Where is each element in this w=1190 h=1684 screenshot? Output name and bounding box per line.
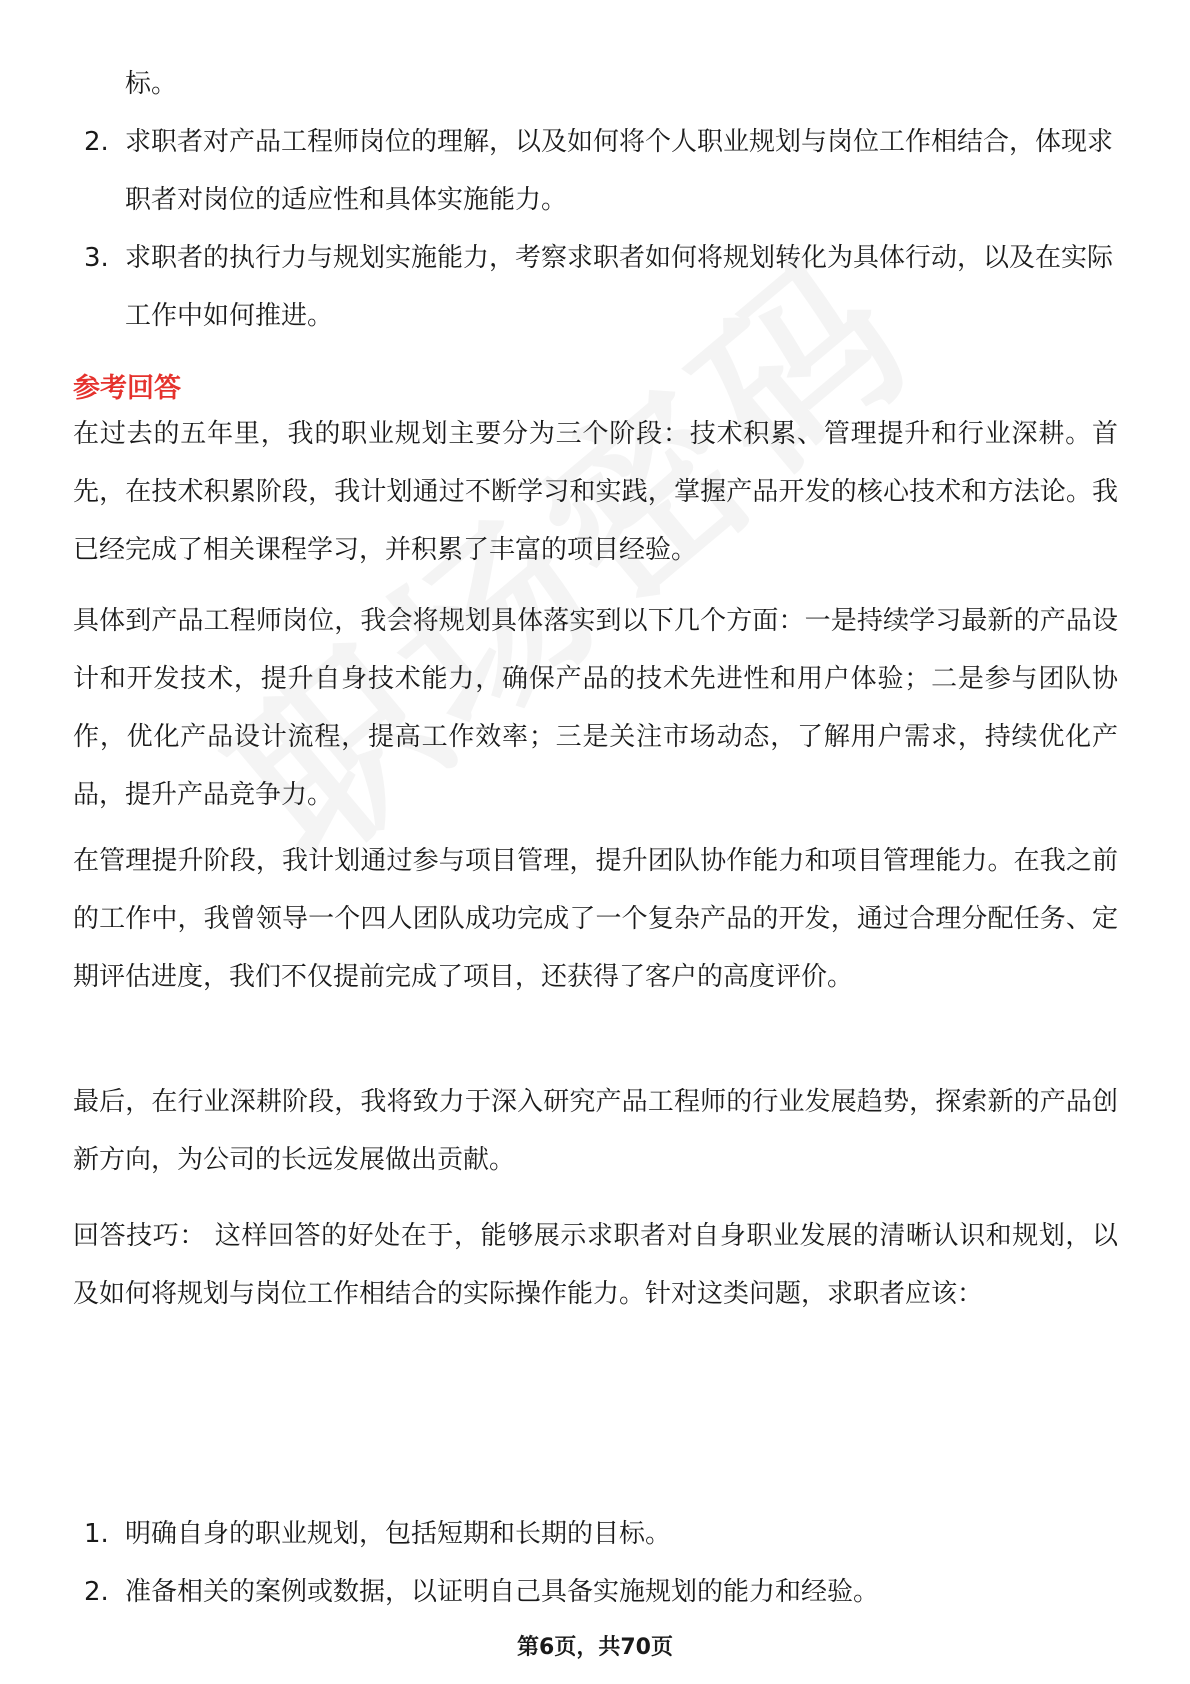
list-item (0, 1505, 1190, 1563)
list-item (0, 1563, 1190, 1621)
list-item-number: 2. (84, 1577, 109, 1607)
list-item (0, 229, 1190, 345)
paragraph-2: 具体到产品工程师岗位，我会将规划具体落实到以下几个方面：一是持续学习最新的产品设计和开发技术，提升自身技术能力，确保产品的技术先进性和用户体验；二是参与团队协作，优化产品设计流程，提高工作效率；三是关注市场动态，了解用户需求，持续优化产品，提升产品竞争力。 (73, 606, 1118, 810)
list-item-number: 2. (84, 127, 109, 157)
paragraph-1: 在过去的五年里，我的职业规划主要分为三个阶段：技术积累、管理提升和行业深耕。首先，在技术积累阶段，我计划通过不断学习和实践，掌握产品开发的核心技术和方法论。我已经完成了相关课程学习，并积累了丰富的项目经验。 (73, 419, 1118, 565)
list-item (0, 113, 1190, 229)
section-heading: 参考回答 (73, 373, 181, 404)
page-number: 第6页，共70页 (517, 1635, 673, 1660)
bottom-numbered-list (0, 1505, 1190, 1621)
list-item-text: 求职者对产品工程师岗位的理解，以及如何将个人职业规划与岗位工作相结合，体现求职者对岗位的适应性和具体实施能力。 (125, 127, 1114, 215)
list-item-continuation (0, 55, 1190, 113)
answer-tips-paragraph: 回答技巧： 这样回答的好处在于，能够展示求职者对自身职业发展的清晰认识和规划，以及如何将规划与岗位工作相结合的实际操作能力。针对这类问题，求职者应该： (73, 1221, 1118, 1309)
list-item-text: 准备相关的案例或数据，以证明自己具备实施规划的能力和经验。 (125, 1577, 880, 1607)
paragraph-3: 在管理提升阶段，我计划通过参与项目管理，提升团队协作能力和项目管理能力。在我之前的工作中，我曾领导一个四人团队成功完成了一个复杂产品的开发，通过合理分配任务、定期评估进度，我们不仅提前完成了项目，还获得了客户的高度评价。 (73, 846, 1118, 992)
list-item-number: 3. (84, 243, 109, 273)
paragraph-4: 最后，在行业深耕阶段，我将致力于深入研究产品工程师的行业发展趋势，探索新的产品创新方向，为公司的长远发展做出贡献。 (73, 1087, 1118, 1175)
list-item-text: 求职者的执行力与规划实施能力，考察求职者如何将规划转化为具体行动，以及在实际工作中如何推进。 (125, 243, 1114, 331)
list-item-number: 1. (84, 1519, 109, 1549)
list-item-text: 明确自身的职业规划，包括短期和长期的目标。 (125, 1519, 672, 1549)
list-item-text: 标。 (125, 69, 178, 99)
top-numbered-list (0, 55, 1190, 345)
